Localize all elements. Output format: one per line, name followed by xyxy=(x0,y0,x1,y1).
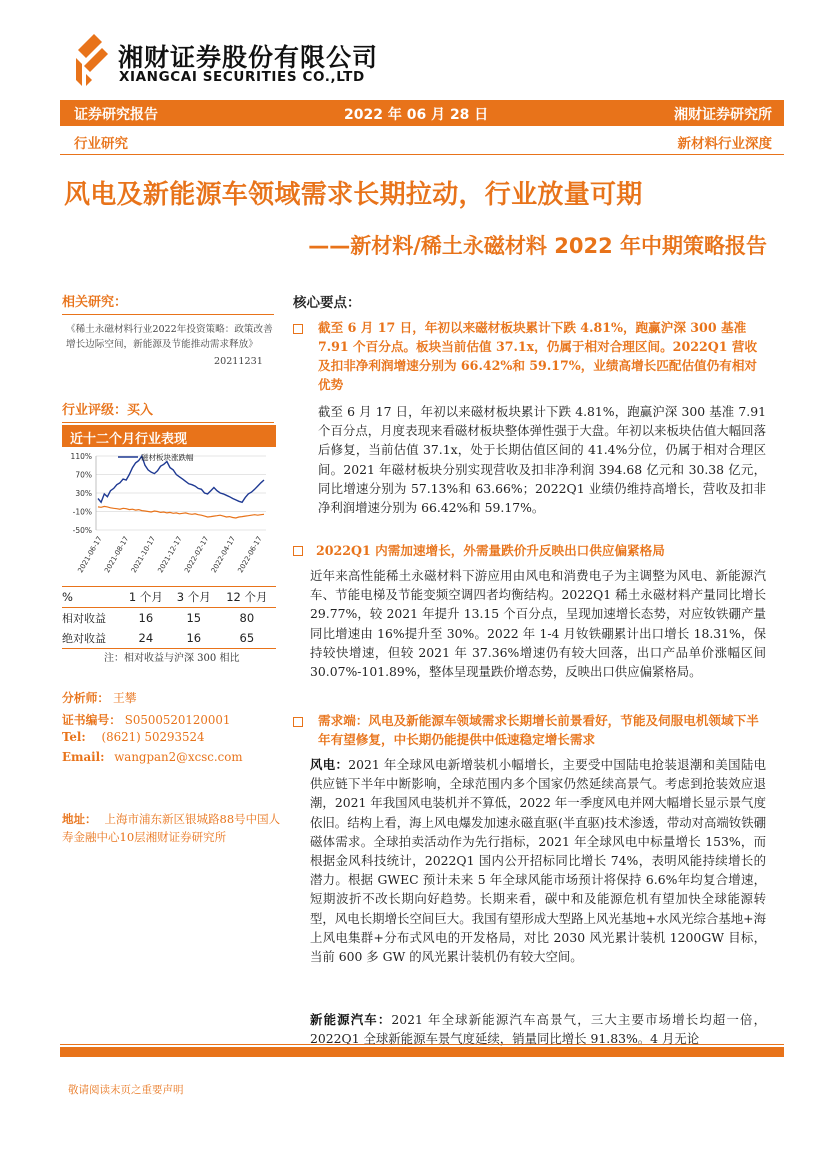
chart-grid xyxy=(96,456,266,530)
table-header: % xyxy=(62,587,122,608)
table-row xyxy=(62,608,276,629)
wind-label: 风电： xyxy=(310,757,349,772)
x-tick-label: 2022-04-17 xyxy=(209,535,238,575)
x-tick-label: 2022-06-17 xyxy=(236,535,264,575)
table-header: 1 个月 xyxy=(122,587,170,608)
analyst-name: 王攀 xyxy=(112,691,137,705)
report-date: 2022 年 06 月 28 日 xyxy=(344,107,489,123)
report-subtitle: ——新材料/稀土永磁材料 2022 年中期策略报告 xyxy=(308,234,767,258)
address-label: 地址： xyxy=(62,812,97,826)
report-series: 新材料行业深度 xyxy=(677,136,772,152)
y-tick-label: 30% xyxy=(75,489,92,498)
footer-band xyxy=(60,1047,784,1057)
email-value: wangpan2@xcsc.com xyxy=(114,750,243,764)
point-2-heading: 2022Q1 内需加速增长，外需量跌价升反映出口供应偏紧格局 xyxy=(316,543,665,558)
row-label: 相对收益 xyxy=(62,612,106,625)
point-1-body: 截至 6 月 17 日，年初以来磁材板块累计下跌 4.81%，跑赢沪深 300 基准 7.91 个百分点，月度表现来看磁材板块整体弹性强于大盘。年初以来板块估值大幅回落后修复，当前估值 37.1x，处于长期估值区间的 41.4%分位，仍属于相对合理区间。2021 年磁材板块分别实现营收及扣非净利润 394.68 亿元和 30.38 亿元，同比增速分别为 57.13%和 63.66%；2022Q1 业绩仍维持高增长，营收及扣非净利润增速分别为 66.42%和 59.17%。 xyxy=(318,404,766,516)
address-value: 上海市浦东新区银城路88号中国人寿金融中心10层湘财证券研究所 xyxy=(62,812,281,844)
y-tick-label: -10% xyxy=(72,507,92,517)
performance-table xyxy=(62,586,276,649)
chart-heading-text: 近十二个月行业表现 xyxy=(70,432,188,447)
related-research-heading: 相关研究： xyxy=(62,291,274,315)
sub-header xyxy=(60,128,784,155)
tel-value: (8621) 50293524 xyxy=(101,730,205,744)
analyst xyxy=(62,689,137,706)
row-label: 绝对收益 xyxy=(62,628,122,649)
table-note: 注：相对收益与沪深 300 相比 xyxy=(104,653,240,664)
y-tick-label: 70% xyxy=(75,470,92,480)
report-title: 风电及新能源车领域需求长期拉动，行业放量可期 xyxy=(64,180,643,210)
core-points-heading: 核心要点： xyxy=(293,295,361,311)
x-tick-label: 2021-06-17 xyxy=(76,535,104,575)
chart-legend xyxy=(118,452,194,462)
bullet-square-icon xyxy=(293,546,303,556)
bullet-square-icon xyxy=(293,717,303,727)
tel-label: Tel: xyxy=(62,730,86,744)
nev-label: 新能源汽车： xyxy=(310,1012,392,1027)
table-row xyxy=(62,628,276,649)
telephone xyxy=(62,730,205,744)
report-category: 行业研究 xyxy=(74,136,128,152)
point-3-wind xyxy=(310,755,766,966)
chart-x-axis xyxy=(76,535,263,574)
table-header-row xyxy=(62,587,276,608)
email-label: Email: xyxy=(62,750,105,764)
chart-series xyxy=(98,456,264,518)
analyst-label: 分析师： xyxy=(62,691,110,705)
series-line-magnet xyxy=(98,456,264,502)
x-tick-label: 2021-10-17 xyxy=(129,535,158,575)
point-2-body: 近年来高性能稀土永磁材料下游应用由风电和消费电子为主调整为风电、新能源汽车、节能电梯及节能变频空调四者均衡结构。2022Q1 稀土永磁材料产量同比增长 29.77%，较 2021 年提升 13.15 个百分点，呈现加速增长态势，对应钕铁硼产量同比增速由 16%提升至 30%。2022 年 1-4 月钕铁硼累计出口增长 18.31%，保持较快增速，但较 2021 年 37.36%增速仍有较大回落，出口产品单价涨幅区间 30.07%-101.89%，整体呈现量跌价增态势，反映出口供应偏紧格局。 xyxy=(310,568,766,680)
x-tick-label: 2022-02-17 xyxy=(183,535,211,575)
table-cell: 16 xyxy=(170,628,218,649)
point-3-nev xyxy=(310,1010,766,1048)
certificate xyxy=(62,711,230,728)
x-tick-label: 2021-08-17 xyxy=(103,535,131,575)
table-header: 12 个月 xyxy=(218,587,276,608)
company-name-cn: 湘财证券股份有限公司 xyxy=(118,43,379,72)
nev-body: 2021 年全球新能源汽车高景气，三大主要市场增长均超一倍，2022Q1 全球新能源车景气度延续，销量同比增长 91.83%。4 月无论 xyxy=(310,1012,766,1047)
related-research-item: 《稀土永磁材料行业2022年投资策略：政策改善增长边际空间，新能源及节能推动需求释放》 xyxy=(66,324,273,350)
bullet-square-icon xyxy=(293,324,303,334)
related-research-date: 20211231 xyxy=(214,356,263,367)
wind-body: 2021 年全球风电新增装机小幅增长，主要受中国陆电抢装退潮和美国陆电供应链下半年中断影响，全球范围内多个国家仍然延续高景气。考虑到抢装效应退潮，2021 年我国风电装机并不算低，2022 年一季度风电并网大幅增长显示景气度依旧。结构上看，海上风电爆发加速永磁直驱(半直驱)技术渗透，带动对高端钕铁硼磁体需求。全球拍卖活动作为先行指标，2021 年全球风电中标量增长 153%，而根据金风科技统计，2022Q1 国内公开招标同比增长 74%，表明风能持续增长的潜力。根据 GWEC 预计未来 5 年全球风能市场预计将保持 6.6%年均复合增速，短期波折不改长期向好趋势。长期来看，碳中和及能源危机有望加快全球能源转型，风电长期增长空间巨大。我国有望形成大型路上风光基地+水风光综合基地+海上风电集群+分布式风电的开发格局，对比 2030 风光累计装机 1200GW 目标，当前 600 多 GW 的风光累计装机仍有较大空间。 xyxy=(310,757,766,965)
email xyxy=(62,750,243,764)
table-cell: 16 xyxy=(138,611,154,625)
institute-name: 湘财证券研究所 xyxy=(674,107,772,123)
footer-divider xyxy=(60,1044,784,1045)
industry-rating: 行业评级：买入 xyxy=(62,399,274,423)
x-tick-label: 2021-12-17 xyxy=(156,535,184,575)
table-cell: 80 xyxy=(239,611,255,625)
series-line-hs300 xyxy=(98,506,264,518)
address xyxy=(62,810,282,846)
performance-chart xyxy=(62,448,276,586)
cert-value: S0500520120001 xyxy=(124,713,231,727)
point-3-heading: 需求端：风电及新能源车领域需求长期增长前景看好，节能及伺服电机领域下半年有望修复，中长期仍能提供中低速稳定增长需求 xyxy=(318,713,759,747)
y-tick-label: -50% xyxy=(72,526,92,535)
disclaimer: 敬请阅读末页之重要声明 xyxy=(68,1084,184,1096)
company-name-en: XIANGCAI SECURITIES CO.,LTD xyxy=(119,69,365,85)
company-logo-icon xyxy=(72,34,108,88)
report-type: 证券研究报告 xyxy=(74,107,158,123)
table-cell: 15 xyxy=(186,611,202,625)
table-cell: 65 xyxy=(218,628,276,649)
y-tick-label: 110% xyxy=(70,452,92,461)
header-band xyxy=(60,100,784,126)
table-header: 3 个月 xyxy=(170,587,218,608)
legend-label: 磁材板块涨跌幅 xyxy=(141,453,194,462)
cert-label: 证书编号： xyxy=(62,713,121,727)
point-1-heading: 截至 6 月 17 日，年初以来磁材板块累计下跌 4.81%，跑赢沪深 300 基准 7.91 个百分点。板块当前估值 37.1x，仍属于相对合理区间。2022Q1 营收及扣非净利润增速分别为 66.42%和 59.17%，业绩高增长匹配估值仍有相对优势 xyxy=(318,320,758,392)
table-cell: 24 xyxy=(122,628,170,649)
chart-heading xyxy=(62,425,276,447)
chart-y-axis xyxy=(71,452,92,535)
